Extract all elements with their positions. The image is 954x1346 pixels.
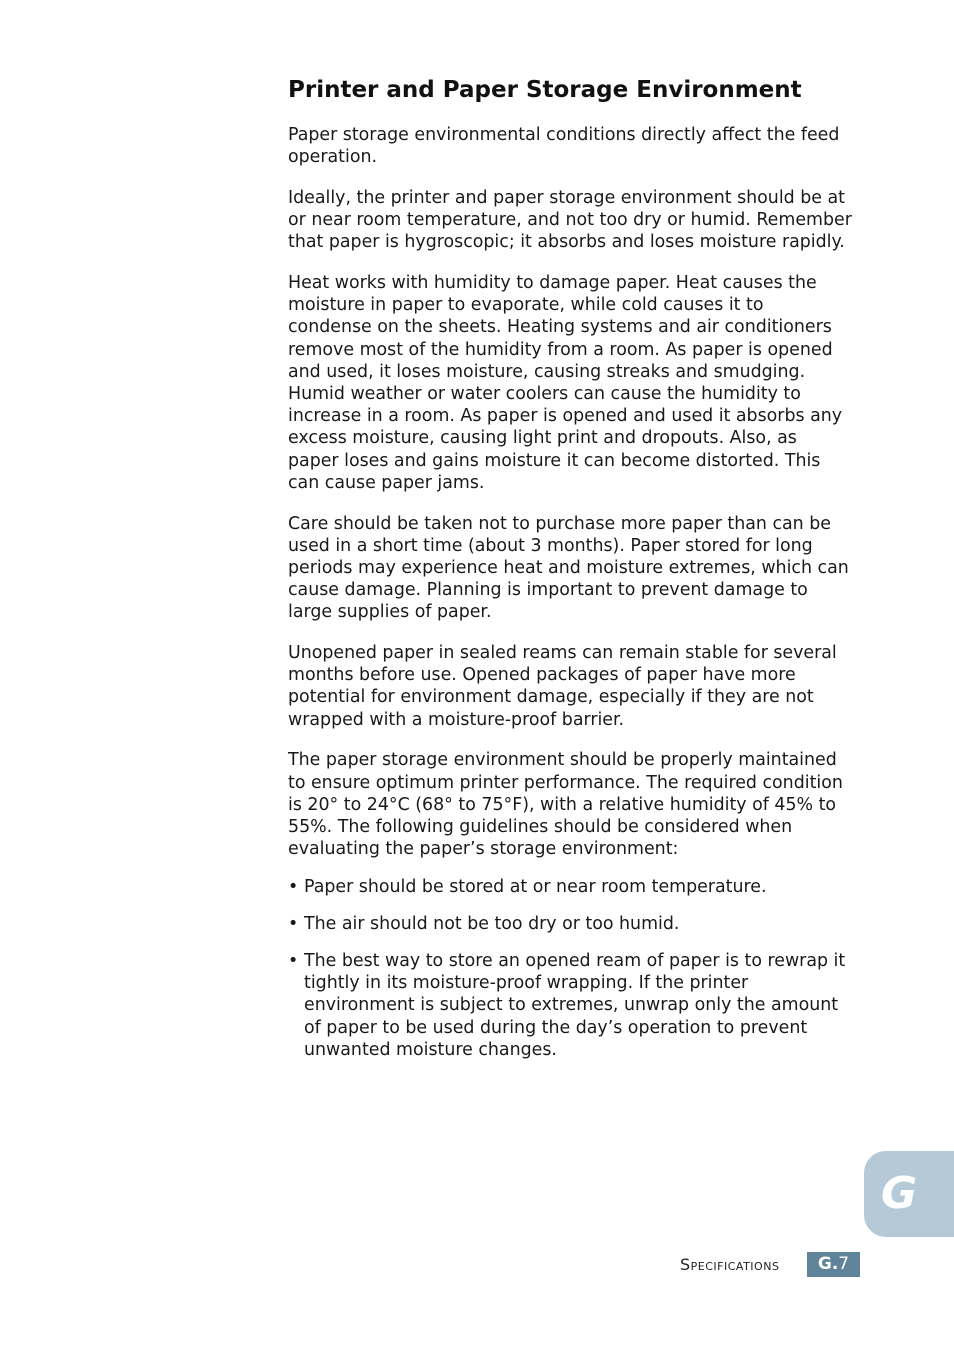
- paragraph-purchase-quantity: Care should be taken not to purchase more paper than can be used in a short time (about 3 months). Paper stored for long periods may experience heat and moisture extremes, which can cause damage. Planning is important to prevent damage to large supplies of paper.: [288, 513, 849, 623]
- bullet-icon: •: [288, 950, 299, 971]
- page-content: [288, 74, 852, 1076]
- list-item: [288, 950, 852, 1061]
- page-title: Printer and Paper Storage Environment: [288, 77, 802, 103]
- paragraph-heat-humidity: Heat works with humidity to damage paper. Heat causes the moisture in paper to evaporate, while cold causes it to condense on the sheets. Heating systems and air conditioners remove most of the humidity from a room. As paper is opened and used, it loses moisture, causing streaks and smudging. Humid weather or water coolers can cause the humidity to increase in a room. As paper is opened and used it absorbs any excess moisture, causing light print and dropouts. Also, as paper loses and gains moisture it can become distorted. This can cause paper jams.: [288, 273, 843, 493]
- paragraph-room-temperature: Ideally, the printer and paper storage environment should be at or near room temperature, and not too dry or humid. Remember that paper is hygroscopic; it absorbs and loses moisture rapidly.: [288, 187, 852, 253]
- list-item-text: The air should not be too dry or too humid.: [304, 913, 680, 934]
- paragraph-required-conditions: The paper storage environment should be properly maintained to ensure optimum printer performance. The required condition is 20° to 24°C (68° to 75°F), with a relative humidity of 45% to 55%. The following guidelines should be considered when evaluating the paper’s storage environment:: [288, 750, 843, 860]
- chapter-letter: G: [881, 1168, 918, 1219]
- paragraph-sealed-reams: Unopened paper in sealed reams can remain stable for several months before use. Opened packages of paper have more potential for environment damage, especially if they are not wrapped with a moisture-proof barrier.: [288, 643, 837, 730]
- list-item: [288, 876, 852, 898]
- list-item-text: Paper should be stored at or near room temperature.: [304, 876, 767, 897]
- page-number-badge: [807, 1252, 860, 1277]
- page-prefix: G.: [817, 1254, 839, 1274]
- list-item-text: The best way to store an opened ream of paper is to rewrap it tightly in its moisture-proof wrapping. If the printer environment is subject to extremes, unwrap only the amount of paper to be used during the day’s operation to prevent unwanted moisture changes.: [304, 950, 846, 1060]
- paragraph-feed-operation: Paper storage environmental conditions directly affect the feed operation.: [288, 125, 840, 168]
- guidelines-list: [288, 876, 852, 1061]
- footer-section-title: Specifications: [680, 1255, 780, 1274]
- bullet-icon: •: [288, 913, 299, 934]
- page-number: 7: [838, 1254, 850, 1274]
- list-item: [288, 913, 852, 935]
- bullet-icon: •: [288, 876, 299, 897]
